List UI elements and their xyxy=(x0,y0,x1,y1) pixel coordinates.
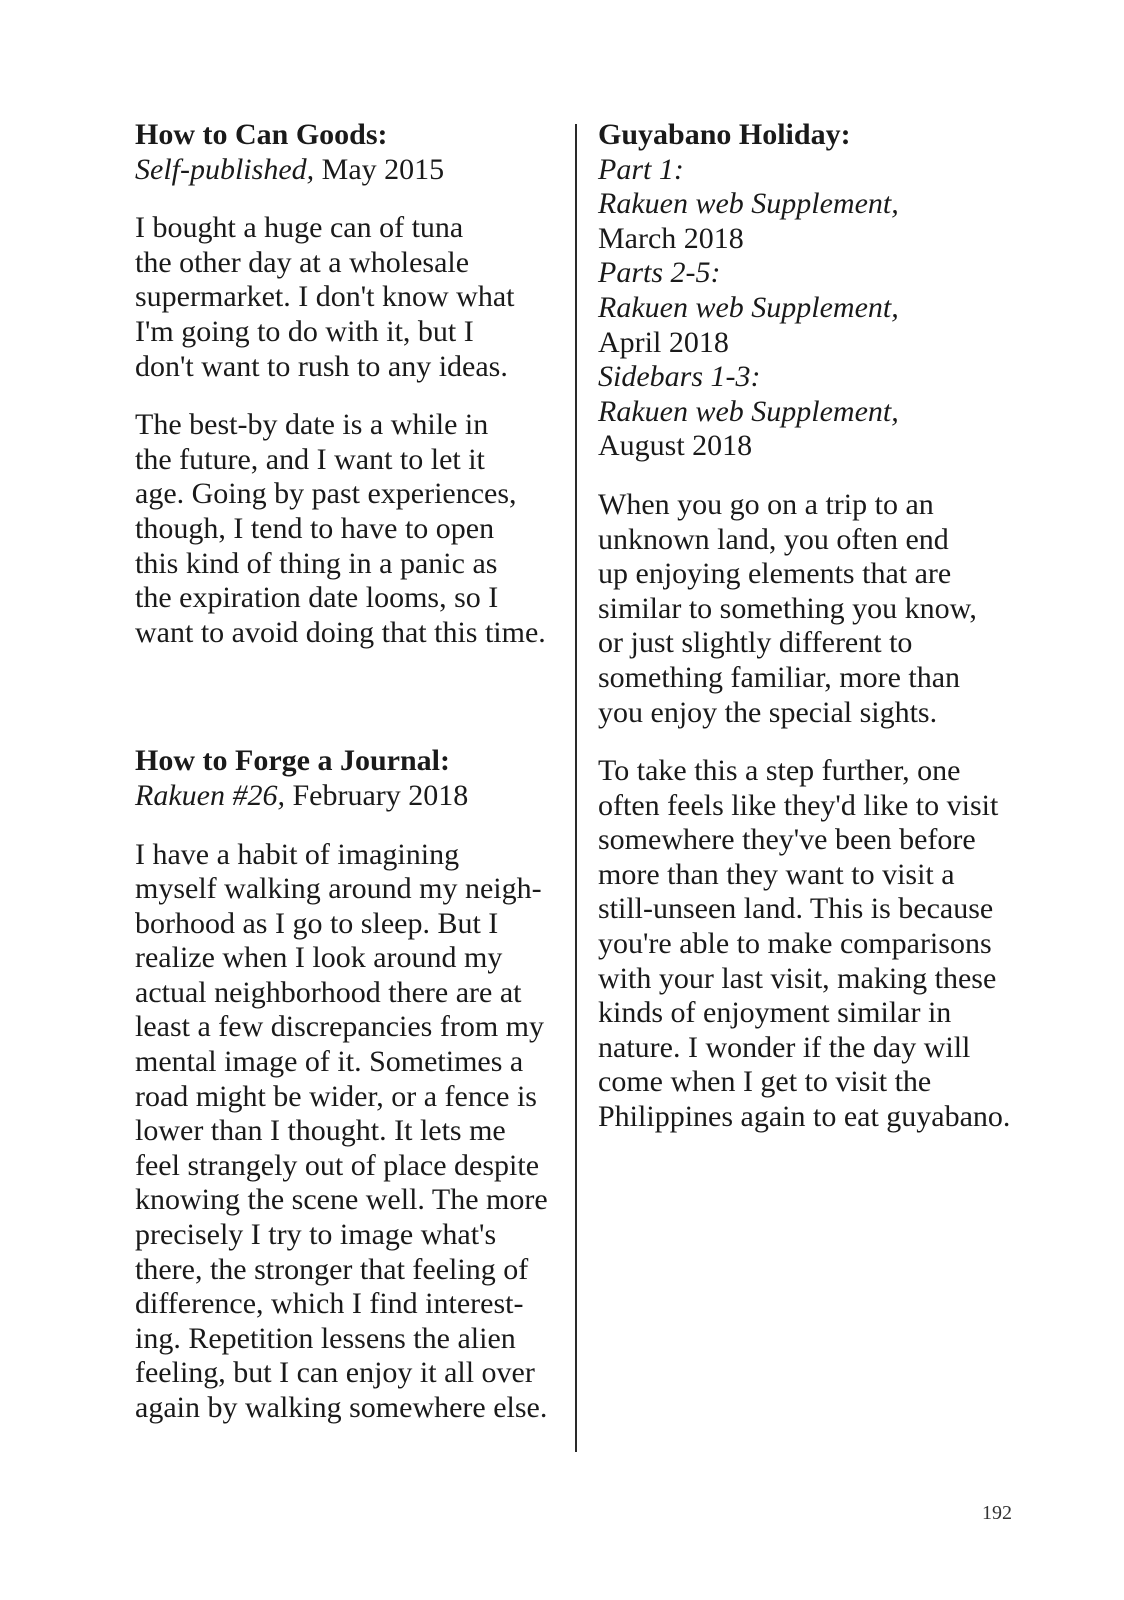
text-line: actual neighborhood there are at xyxy=(135,975,522,1009)
text-line: this kind of thing in a panic as xyxy=(135,546,498,580)
publication-date: August 2018 xyxy=(598,429,753,463)
article-title-guyabano-holiday: Guyabano Holiday: xyxy=(598,118,851,151)
publication-source: Rakuen web Supplement, xyxy=(598,187,899,221)
article-title-can-goods: How to Can Goods: xyxy=(135,118,388,151)
text-line: similar to something you know, xyxy=(598,591,977,625)
left-column xyxy=(135,118,567,1450)
text-line: still-unseen land. This is because xyxy=(598,892,994,926)
text-line: Philippines again to eat guyabano. xyxy=(598,1100,1011,1134)
text-line: When you go on a trip to an xyxy=(598,487,934,521)
article-publication-info xyxy=(135,779,567,814)
text-line: though, I tend to have to open xyxy=(135,511,495,545)
text-line: I have a habit of imagining xyxy=(135,837,460,871)
paragraph xyxy=(135,838,567,1426)
publication-date: March 2018 xyxy=(598,221,744,255)
text-line: least a few discrepancies from my xyxy=(135,1010,544,1044)
text-line: come when I get to visit the xyxy=(598,1065,932,1099)
right-column xyxy=(598,118,1038,1159)
publication-source: Self-published, xyxy=(135,152,315,186)
publication-date: May 2015 xyxy=(314,152,445,186)
text-line: The best-by date is a while in xyxy=(135,408,489,442)
text-line: ing. Repetition lessens the alien xyxy=(135,1321,516,1355)
publication-date: February 2018 xyxy=(284,778,469,812)
text-line: supermarket. I don't know what xyxy=(135,280,515,314)
text-line: precisely I try to image what's xyxy=(135,1218,497,1252)
publication-date: April 2018 xyxy=(598,325,729,359)
text-line: the expiration date looms, so I xyxy=(135,581,499,615)
text-line: lower than I thought. It lets me xyxy=(135,1114,506,1148)
text-line: you're able to make comparisons xyxy=(598,927,992,961)
text-line: feel strangely out of place despite xyxy=(135,1148,540,1182)
text-line: with your last visit, making these xyxy=(598,961,997,995)
text-line: somewhere they've been before xyxy=(598,823,976,857)
text-line: don't want to rush to any ideas. xyxy=(135,349,508,383)
text-line: knowing the scene well. The more xyxy=(135,1183,548,1217)
publication-part-label: Parts 2-5: xyxy=(598,256,721,290)
text-line: unknown land, you often end xyxy=(598,522,949,556)
paragraph xyxy=(135,408,567,650)
paragraph xyxy=(598,488,1038,730)
text-line: realize when I look around my xyxy=(135,941,503,975)
text-line: or just slightly different to xyxy=(598,626,913,660)
publication-part-label: Sidebars 1-3: xyxy=(598,360,761,394)
page-number: 192 xyxy=(982,1502,1012,1524)
article-publication-info xyxy=(135,153,567,188)
text-line: I bought a huge can of tuna xyxy=(135,211,464,245)
text-line: borhood as I go to sleep. But I xyxy=(135,906,499,940)
publication-source: Rakuen #26, xyxy=(135,778,285,812)
publication-part-label: Part 1: xyxy=(598,152,684,186)
article-title-forge-journal: How to Forge a Journal: xyxy=(135,744,450,778)
text-line: To take this a step further, one xyxy=(598,754,961,788)
text-line: something familiar, more than xyxy=(598,660,961,694)
text-line: you enjoy the special sights. xyxy=(598,695,938,729)
text-line: myself walking around my neigh- xyxy=(135,872,542,906)
section-spacer xyxy=(135,674,567,744)
column-divider xyxy=(575,124,577,1452)
text-line: nature. I wonder if the day will xyxy=(598,1030,971,1064)
text-line: road might be wider, or a fence is xyxy=(135,1079,537,1113)
text-line: there, the stronger that feeling of xyxy=(135,1252,529,1286)
text-line: I'm going to do with it, but I xyxy=(135,314,474,348)
article-publication-info xyxy=(598,153,1038,464)
text-line: the future, and I want to let it xyxy=(135,442,485,476)
text-line: kinds of enjoyment similar in xyxy=(598,996,952,1030)
publication-source: Rakuen web Supplement, xyxy=(598,290,899,324)
text-line: again by walking somewhere else. xyxy=(135,1391,548,1424)
text-line: up enjoying elements that are xyxy=(598,557,952,591)
text-line: difference, which I find interest- xyxy=(135,1287,524,1321)
text-line: mental image of it. Sometimes a xyxy=(135,1045,524,1079)
text-line: the other day at a wholesale xyxy=(135,245,470,279)
paragraph xyxy=(598,754,1038,1135)
text-line: want to avoid doing that this time. xyxy=(135,615,546,649)
publication-source: Rakuen web Supplement, xyxy=(598,394,899,428)
paragraph xyxy=(135,211,567,384)
text-line: often feels like they'd like to visit xyxy=(598,788,999,822)
text-line: feeling, but I can enjoy it all over xyxy=(135,1356,535,1390)
text-line: more than they want to visit a xyxy=(598,857,955,891)
text-line: age. Going by past experiences, xyxy=(135,477,517,511)
